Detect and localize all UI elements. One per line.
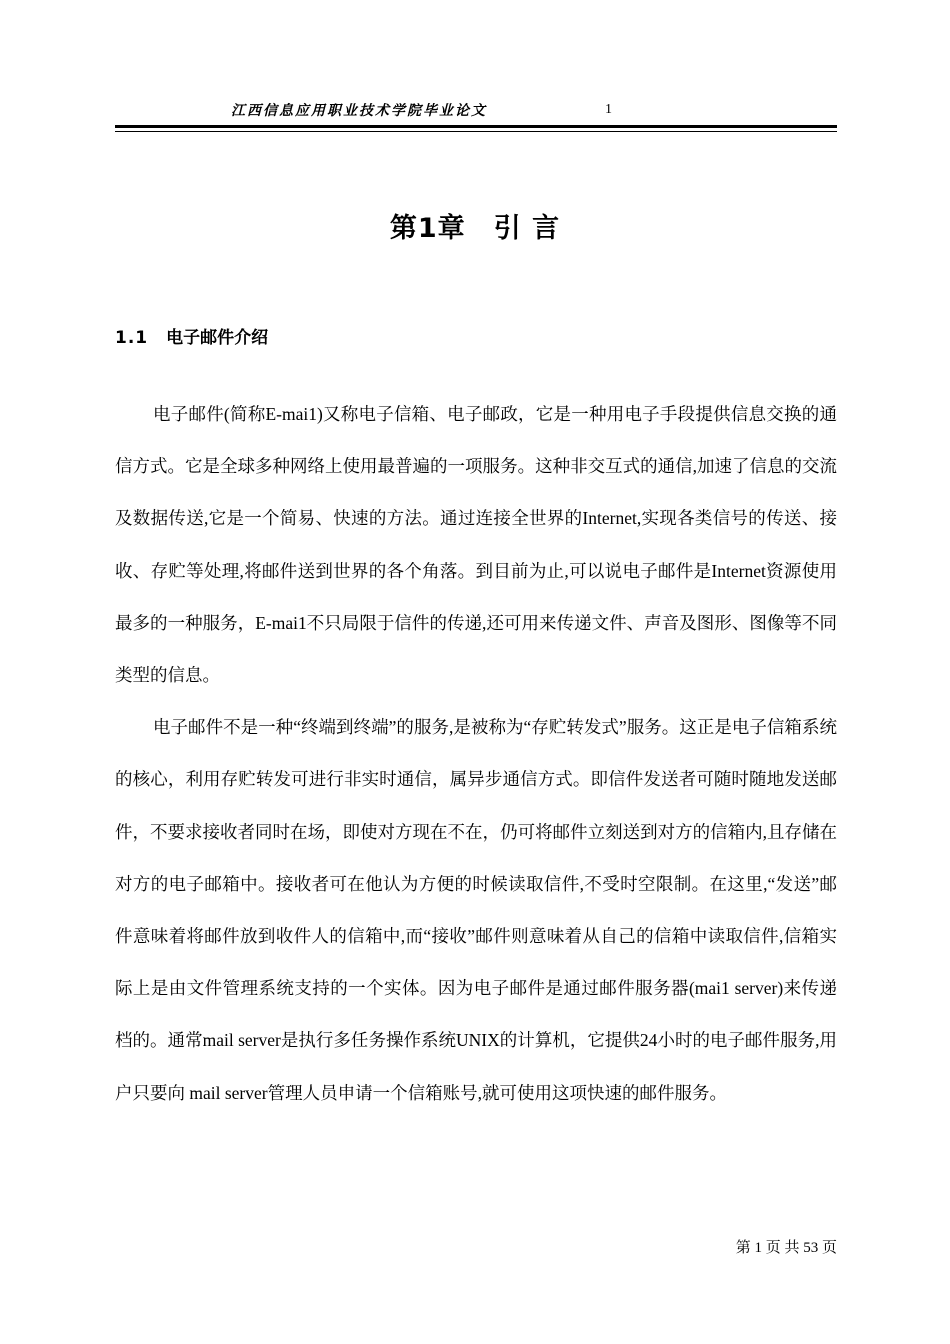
section-number: 1.1 (115, 328, 149, 348)
paragraph-2: 电子邮件不是一种“终端到终端”的服务,是被称为“存贮转发式”服务。这正是电子信箱系统的核心，利用存贮转发可进行非实时通信，属异步通信方式。即信件发送者可随时随地发送邮件，不要求接收者同时在场，即使对方现在不在，仍可将邮件立刻送到对方的信箱内,且存储在对方的电子邮箱中。接收者可在他认为方便的时候读取信件,不受时空限制。在这里,“发送”邮件意味着将邮件放到收件人的信箱中,而“接收”邮件则意味着从自己的信箱中读取信件,信箱实际上是由文件管理系统支持的一个实体。因为电子邮件是通过邮件服务器(mai1 server)来传递档的。通常mail server是执行多任务操作系统UNIX的计算机，它提供24小时的电子邮件服务,用户只要向 mail server管理人员申请一个信箱账号,就可使用这项快速的邮件服务。 (115, 717, 837, 1103)
paragraph-1: 电子邮件(简称E-mai1)又称电子信箱、电子邮政，它是一种用电子手段提供信息交换的通信方式。它是全球多种网络上使用最普遍的一项服务。这种非交互式的通信,加速了信息的交流及数据传送,它是一个简易、快速的方法。通过连接全世界的Internet,实现各类信号的传送、接收、存贮等处理,将邮件送到世界的各个角落。到目前为止,可以说电子邮件是Internet资源使用最多的一种服务，E-mai1不只局限于信件的传递,还可用来传递文件、声音及图形、图像等不同类型的信息。 (115, 404, 837, 686)
section-title: 电子邮件介绍 (166, 328, 269, 348)
page-header (115, 98, 837, 132)
header-page-number: 1 (605, 102, 612, 117)
chapter-title (0, 206, 950, 245)
header-rule-thick (115, 125, 837, 128)
header-title: 江西信息应用职业技术学院毕业论文 (231, 103, 487, 119)
body-text (115, 388, 837, 1119)
page-footer: 第 1 页 共 53 页 (735, 1240, 837, 1256)
chapter-name: 引 言 (493, 213, 561, 244)
header-rule-thin (115, 131, 837, 132)
section-heading (115, 323, 268, 348)
chapter-number: 第1章 (389, 213, 466, 244)
